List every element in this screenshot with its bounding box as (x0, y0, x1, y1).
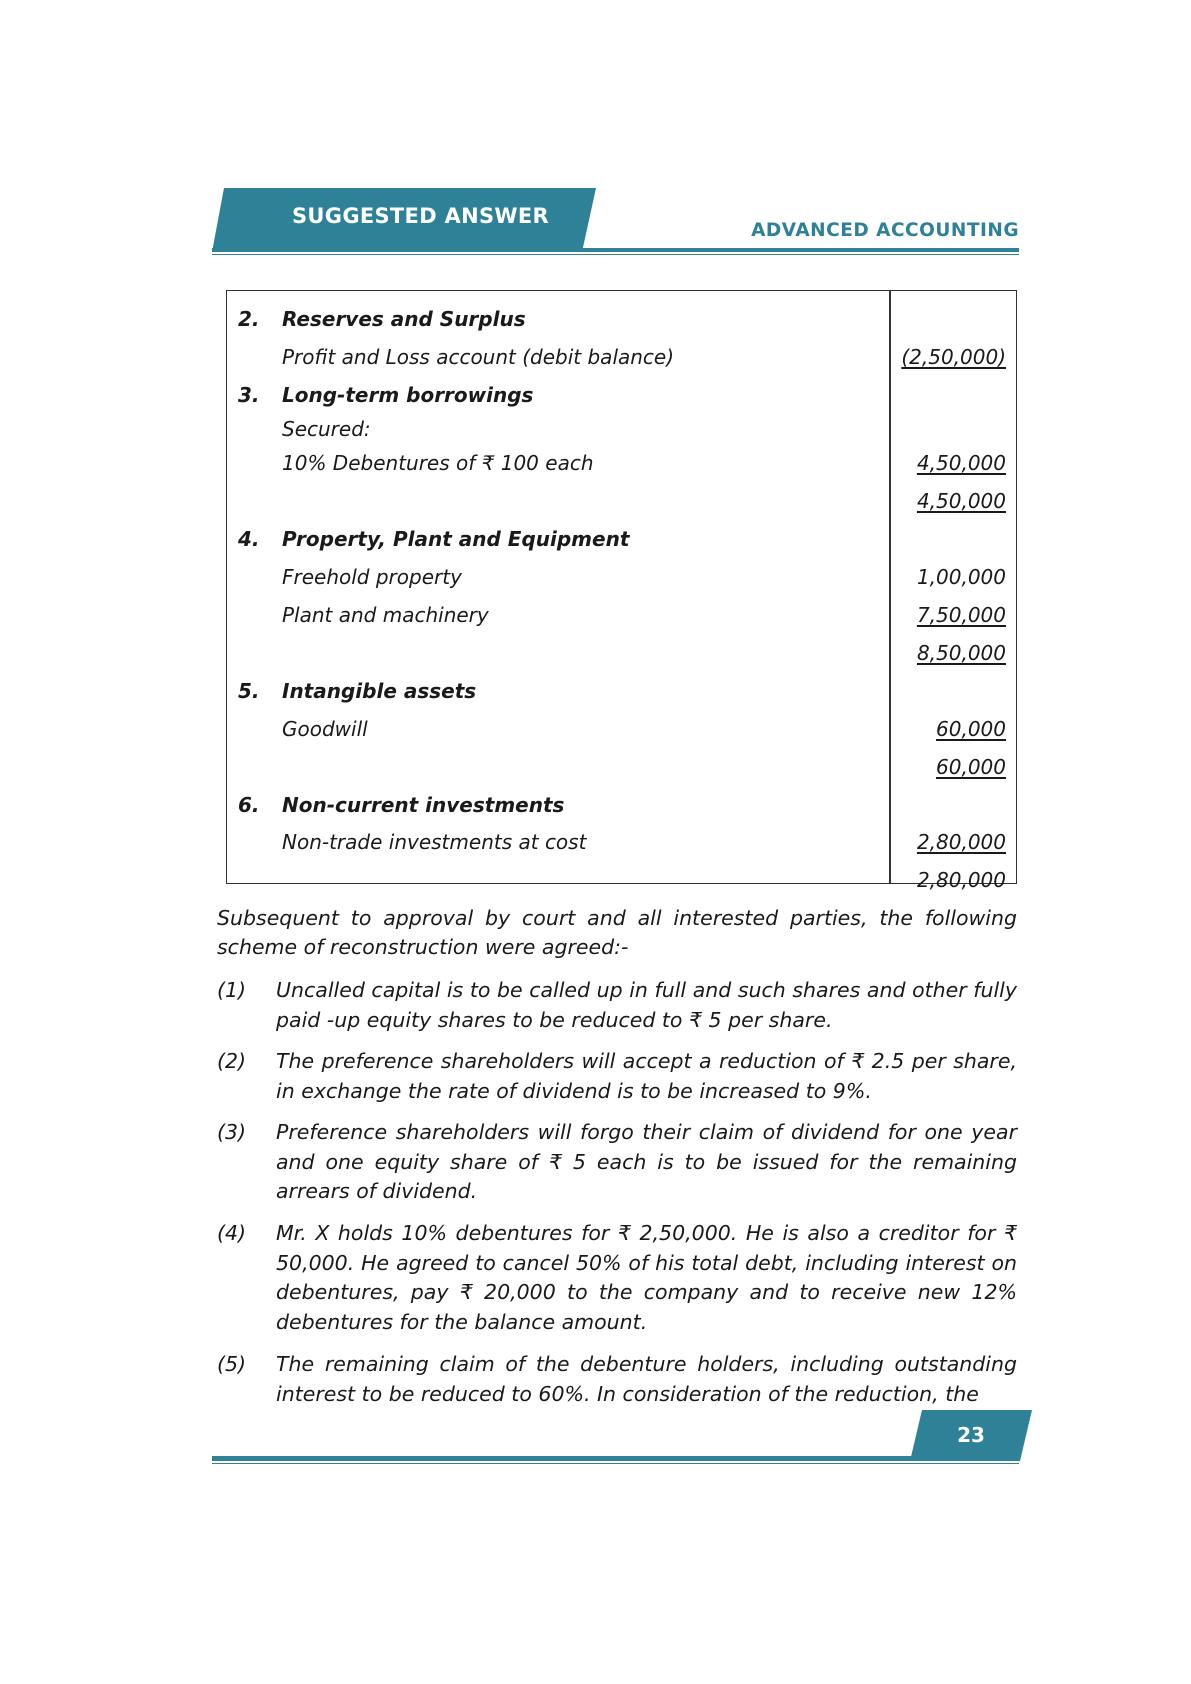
note-number: 5. (238, 679, 260, 703)
row-label: Plant and machinery (282, 603, 489, 627)
list-item (217, 1047, 1017, 1106)
row-label: 10% Debentures of ₹ 100 each (282, 451, 594, 475)
row-amount: 7,50,000 (916, 603, 1006, 627)
table-row (238, 484, 1006, 518)
footer-rule-thin (212, 1463, 1019, 1464)
list-item-text: The remaining claim of the debenture holders, including outstanding interest to be reduced to 60%. In consideration of the reduction, the (276, 1352, 1017, 1406)
table-row (238, 412, 1006, 446)
table-row (238, 636, 1006, 670)
table-row (238, 750, 1006, 784)
note-heading: Property, Plant and Equipment (282, 527, 630, 551)
row-amount: 4,50,000 (916, 451, 1006, 475)
intro-paragraph: Subsequent to approval by court and all interested parties, the following scheme of reconstruction were agreed:- (217, 906, 1017, 959)
list-item-number: (2) (217, 1049, 247, 1073)
row-amount: 2,80,000 (916, 830, 1006, 854)
note-number: 2. (238, 307, 260, 331)
list-item-number: (3) (217, 1120, 247, 1144)
row-label: Non-trade investments at cost (282, 830, 587, 854)
note-heading: Reserves and Surplus (282, 307, 526, 331)
note-heading: Long-term borrowings (282, 383, 534, 407)
list-item (217, 976, 1017, 1035)
table-row (238, 378, 1006, 412)
note-number: 6. (238, 793, 260, 817)
list-item-text: The preference shareholders will accept a reduction of ₹ 2.5 per share, in exchange the rate of dividend is to be increased to 9%. (276, 1049, 1017, 1103)
table-row (238, 674, 1006, 708)
row-label: Secured: (282, 417, 371, 441)
table-row (238, 446, 1006, 480)
row-total: 4,50,000 (916, 489, 1006, 513)
note-heading: Intangible assets (282, 679, 477, 703)
table-row (238, 598, 1006, 632)
note-number: 4. (238, 527, 260, 551)
row-amount: 60,000 (936, 717, 1006, 741)
list-item-number: (1) (217, 978, 247, 1002)
header-title: ADVANCED ACCOUNTING (751, 220, 1019, 241)
list-item-text: Uncalled capital is to be called up in full and such shares and other fully paid -up equity shares to be reduced to ₹ 5 per share. (276, 978, 1017, 1032)
list-item (217, 1219, 1017, 1337)
row-amount: (2,50,000) (901, 345, 1006, 369)
note-heading: Non-current investments (282, 793, 565, 817)
row-label: Goodwill (282, 717, 368, 741)
table-row (238, 302, 1006, 336)
list-item-number: (5) (217, 1352, 247, 1376)
footer-rule (212, 1456, 1019, 1461)
list-item (217, 1350, 1017, 1409)
row-amount: 1,00,000 (916, 565, 1006, 589)
header-rule-thin (212, 254, 1019, 255)
list-item-number: (4) (217, 1221, 247, 1245)
page-number: 23 (957, 1423, 985, 1447)
note-number: 3. (238, 383, 260, 407)
table-row (238, 340, 1006, 374)
list-item-text: Mr. X holds 10% debentures for ₹ 2,50,000. He is also a creditor for ₹ 50,000. He agreed to cancel 50% of his total debt, including interest on debentures, pay ₹ 20,000 to the company and to receive new 12% debentures for the balance amount. (276, 1221, 1017, 1334)
row-label: Profit and Loss account (debit balance) (282, 345, 675, 369)
table-row (238, 788, 1006, 822)
table-row (238, 560, 1006, 594)
table-row (238, 712, 1006, 746)
row-total: 60,000 (936, 755, 1006, 779)
list-item (217, 1118, 1017, 1207)
header-rule (212, 248, 1019, 252)
row-total: 8,50,000 (916, 641, 1006, 665)
header-tab-label: SUGGESTED ANSWER (292, 204, 549, 228)
table-row (238, 522, 1006, 556)
table-row (238, 863, 1006, 897)
table-row (238, 825, 1006, 859)
row-total: 2,80,000 (916, 868, 1006, 892)
list-item-text: Preference shareholders will forgo their claim of dividend for one year and one equity share of ₹ 5 each is to be issued for the remaining arrears of dividend. (276, 1120, 1017, 1203)
row-label: Freehold property (282, 565, 462, 589)
